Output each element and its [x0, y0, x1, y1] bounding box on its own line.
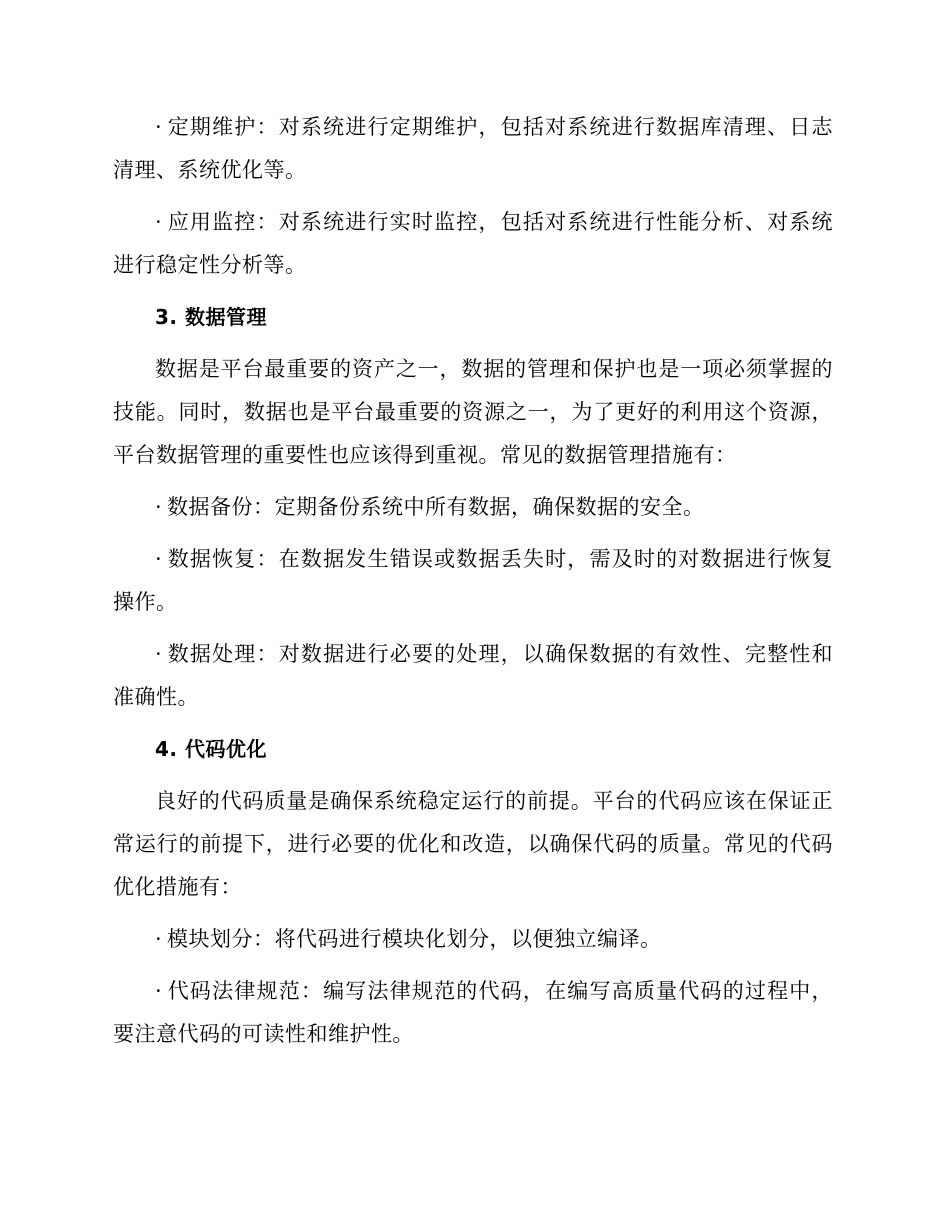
bullet-text: ：对系统进行定期维护，包括对系统进行数据库清理、日志清理、系统优化等。	[113, 115, 833, 182]
bullet-item	[113, 201, 833, 287]
bullet-label: 模块划分	[167, 927, 253, 951]
bullet-text: ：将代码进行模块化划分，以便独立编译。	[253, 927, 662, 951]
bullet-dot: ·	[155, 115, 163, 139]
bullet-label: 数据备份	[167, 495, 253, 519]
section-heading-data-management: 3. 数据管理	[155, 305, 267, 329]
bullet-text: ：在数据发生错误或数据丢失时，需及时的对数据进行恢复操作。	[113, 547, 833, 614]
bullet-item	[113, 970, 833, 1056]
bullet-label: 代码法律规范	[167, 979, 301, 1003]
bullet-item	[113, 633, 833, 719]
bullet-dot: ·	[155, 495, 163, 519]
bullet-item	[113, 538, 833, 624]
bullet-dot: ·	[155, 979, 163, 1003]
bullet-label: 数据处理	[167, 642, 257, 666]
bullet-item	[113, 486, 833, 529]
bullet-text: ：对数据进行必要的处理，以确保数据的有效性、完整性和准确性。	[113, 642, 833, 709]
bullet-item	[113, 918, 833, 961]
bullet-dot: ·	[155, 642, 163, 666]
section-intro-data-management: 数据是平台最重要的资产之一，数据的管理和保护也是一项必须掌握的技能。同时，数据也是平台最重要的资源之一，为了更好的利用这个资源，平台数据管理的重要性也应该得到重视。常见的数据管理措施有：	[113, 357, 833, 467]
bullet-label: 应用监控	[167, 210, 257, 234]
section-heading-code-optimization: 4. 代码优化	[155, 737, 267, 761]
bullet-dot: ·	[155, 927, 163, 951]
bullet-text: ：编写法律规范的代码，在编写高质量代码的过程中，要注意代码的可读性和维护性。	[113, 979, 834, 1046]
bullet-dot: ·	[155, 547, 163, 571]
bullet-dot: ·	[155, 210, 163, 234]
bullet-label: 数据恢复	[167, 547, 257, 571]
bullet-text: ：定期备份系统中所有数据，确保数据的安全。	[253, 495, 705, 519]
bullet-label: 定期维护	[167, 115, 257, 139]
section-intro-code-optimization: 良好的代码质量是确保系统稳定运行的前提。平台的代码应该在保证正常运行的前提下，进行必要的优化和改造，以确保代码的质量。常见的代码优化措施有：	[113, 789, 833, 899]
bullet-text: ：对系统进行实时监控，包括对系统进行性能分析、对系统进行稳定性分析等。	[113, 210, 833, 277]
document-page	[113, 106, 833, 1056]
bullet-item	[113, 106, 833, 192]
